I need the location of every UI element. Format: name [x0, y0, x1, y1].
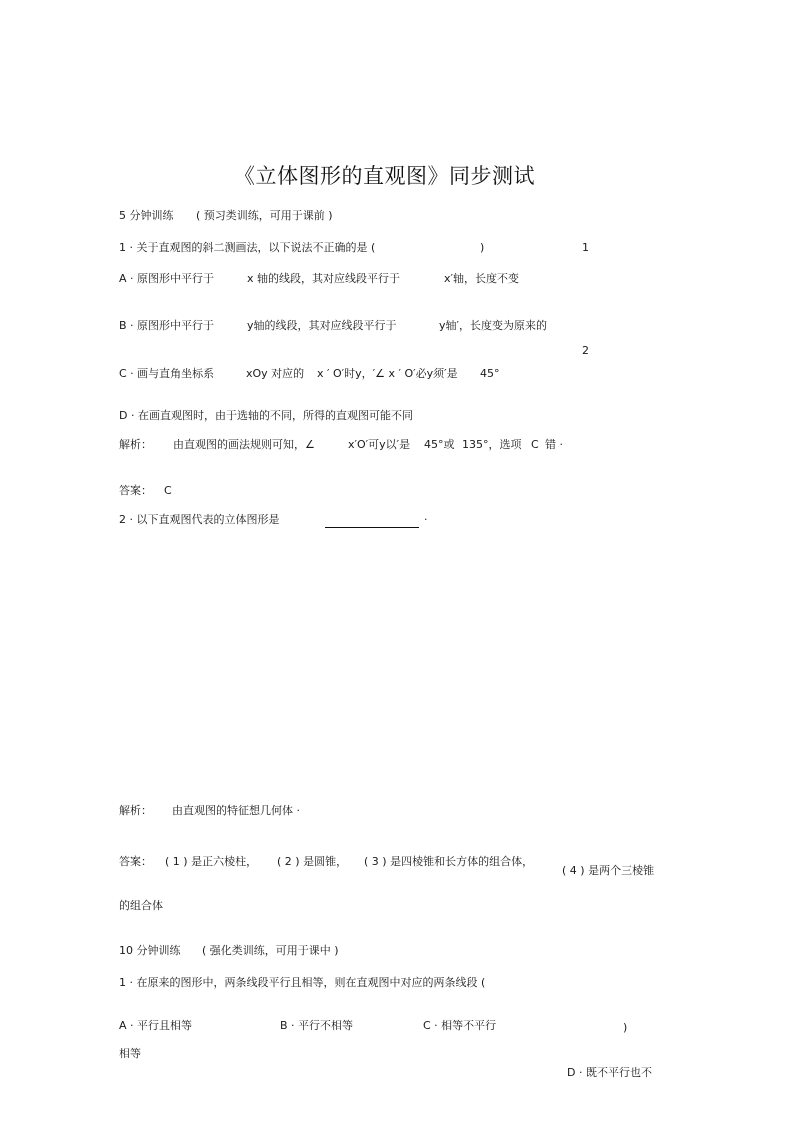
analysis-text-4: 135°，选项: [462, 438, 522, 451]
answer-part-3: ( 3 ) 是四棱锥和长方体的组合体，: [364, 855, 534, 868]
analysis-label: 解析：: [119, 804, 152, 817]
option-d-continuation: 相等: [119, 1047, 141, 1060]
option-a-part3: x′轴，长度不变: [444, 272, 520, 285]
option-b: B · 平行不相等: [280, 1019, 354, 1032]
question-stem: 2 · 以下直观图代表的立体图形是: [119, 513, 280, 526]
answer-part-5: 的组合体: [119, 899, 163, 912]
answer-label: 答案：: [119, 484, 152, 497]
analysis-text-5: C: [531, 438, 539, 451]
analysis-text-3: 45°或: [424, 438, 455, 451]
option-b-part1: B · 原图形中平行于: [119, 319, 215, 332]
answer-blank-line: [325, 527, 419, 528]
page-title: 《立体图形的直观图》同步测试: [234, 164, 535, 188]
answer-label: 答案：: [119, 855, 152, 868]
option-c-part4: 45°: [480, 367, 500, 380]
analysis-text-6: 错 ·: [545, 438, 563, 451]
section-label: 10 分钟训练: [119, 944, 181, 957]
fraction-denominator: 2: [582, 344, 589, 357]
analysis-text-2: x′O′可y以′是: [348, 438, 411, 451]
option-c-part3: x ′ O′时y，′∠ x ′ O′必y须′是: [317, 367, 458, 380]
section-label: 5 分钟训练: [119, 209, 174, 222]
answer-part-2: ( 2 ) 是圆锥，: [277, 855, 348, 868]
answer-value: C: [164, 484, 172, 497]
section-note: ( 预习类训练，可用于课前 ): [196, 209, 333, 222]
option-c-part2: xOy 对应的: [246, 367, 305, 380]
analysis-text: 由直观图的特征想几何体 ·: [172, 804, 300, 817]
option-a-part1: A · 原图形中平行于: [119, 272, 215, 285]
answer-part-4: ( 4 ) 是两个三棱锥: [562, 864, 655, 877]
option-b-part3: y轴′，长度变为原来的: [439, 319, 548, 332]
close-paren: ): [623, 1021, 628, 1034]
option-c: C · 相等不平行: [423, 1019, 497, 1032]
analysis-text-1: 由直观图的画法规则可知，∠: [173, 438, 315, 451]
question-stem: 1 · 关于直观图的斜二测画法，以下说法不正确的是 (: [119, 241, 376, 254]
analysis-label: 解析：: [119, 438, 152, 451]
option-a-part2: x 轴的线段，其对应线段平行于: [247, 272, 401, 285]
fraction-numerator: 1: [582, 241, 589, 254]
question-tail: ·: [424, 513, 428, 526]
question-stem: 1 · 在原来的图形中，两条线段平行且相等，则在直观图中对应的两条线段 (: [119, 976, 486, 989]
answer-part-1: ( 1 ) 是正六棱柱，: [165, 855, 258, 868]
option-d: D · 既不平行也不: [567, 1066, 652, 1079]
option-d: D · 在画直观图时，由于选轴的不同，所得的直观图可能不同: [119, 409, 413, 422]
option-b-part2: y轴的线段，其对应线段平行于: [247, 319, 397, 332]
option-c-part1: C · 画与直角坐标系: [119, 367, 215, 380]
section-note: ( 强化类训练，可用于课中 ): [202, 944, 339, 957]
close-paren: ): [480, 241, 485, 254]
option-a: A · 平行且相等: [119, 1019, 193, 1032]
